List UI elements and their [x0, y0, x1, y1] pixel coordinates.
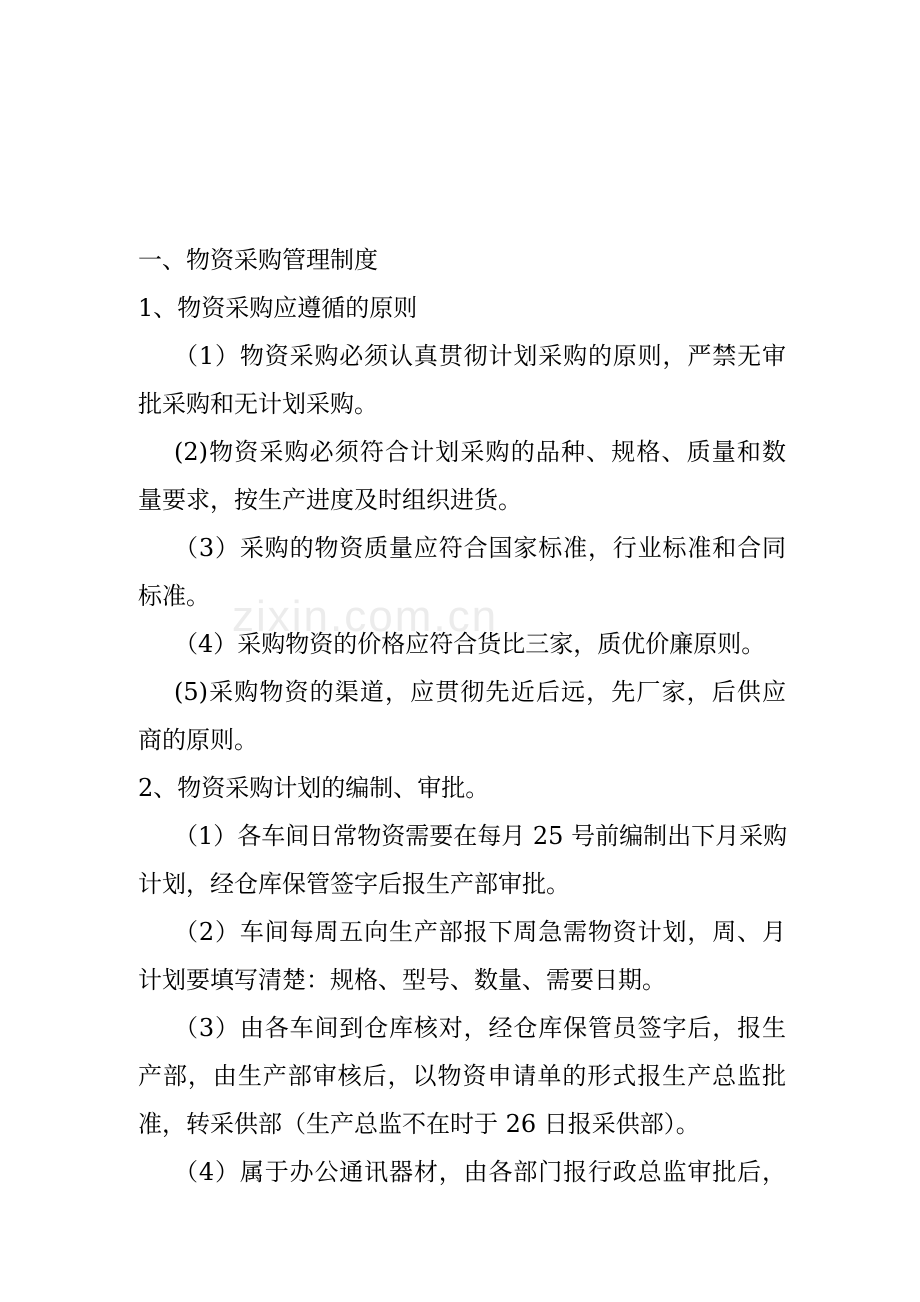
- paragraph-line: （2）车间每周五向生产部报下周急需物资计划，周、月: [174, 918, 786, 946]
- paragraph-line: 量要求，按生产进度及时组织进货。: [138, 486, 522, 514]
- paragraph-line: （4）属于办公通讯器材，由各部门报行政总监审批后，: [174, 1158, 786, 1186]
- paragraph-line: 标准。: [138, 582, 210, 610]
- paragraph-line: （1）各车间日常物资需要在每月 25 号前编制出下月采购: [174, 822, 788, 850]
- paragraph-line: 批采购和无计划采购。: [138, 390, 378, 418]
- watermark: zixin.com.cn: [232, 592, 499, 641]
- paragraph-line: (5)采购物资的渠道，应贯彻先近后远，先厂家，后供应: [174, 678, 786, 706]
- paragraph-line: 计划要填写清楚：规格、型号、数量、需要日期。: [138, 966, 666, 994]
- subsection-heading: 2、物资采购计划的编制、审批。: [138, 774, 490, 802]
- paragraph-line: (2)物资采购必须符合计划采购的品种、规格、质量和数: [174, 438, 786, 466]
- paragraph-line: （3）采购的物资质量应符合国家标准，行业标准和合同: [174, 534, 786, 562]
- paragraph-line: 准，转采供部（生产总监不在时于 26 日报采供部）。: [138, 1110, 700, 1138]
- paragraph-line: 产部，由生产部审核后，以物资申请单的形式报生产总监批: [138, 1062, 786, 1090]
- paragraph-line: 商的原则。: [138, 726, 258, 754]
- paragraph-line: 计划，经仓库保管签字后报生产部审批。: [138, 870, 570, 898]
- paragraph-line: （1）物资采购必须认真贯彻计划采购的原则，严禁无审: [174, 342, 786, 370]
- subsection-heading: 1、物资采购应遵循的原则: [138, 294, 418, 322]
- document-body: [138, 236, 786, 1196]
- section-heading: 一、物资采购管理制度: [138, 246, 378, 274]
- paragraph-line: （4）采购物资的价格应符合货比三家，质优价廉原则。: [174, 630, 766, 658]
- paragraph-line: （3）由各车间到仓库核对，经仓库保管员签字后，报生: [174, 1014, 786, 1042]
